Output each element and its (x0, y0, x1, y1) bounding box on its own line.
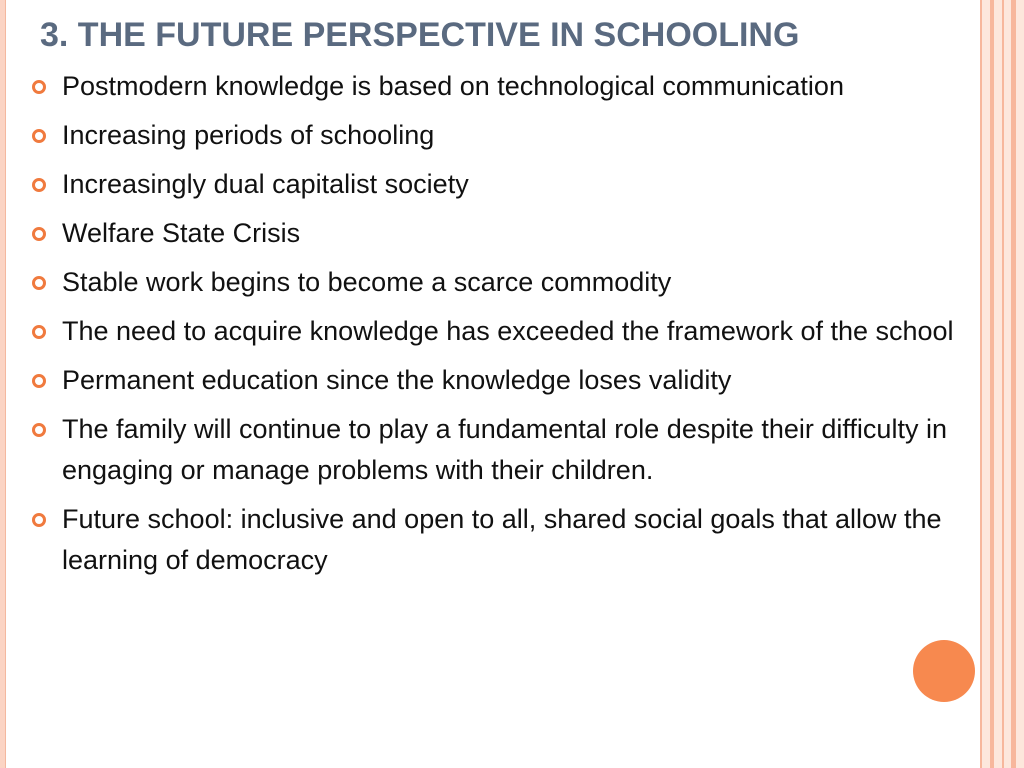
bullet-ring-icon (32, 423, 46, 437)
bullet-item (28, 115, 973, 156)
bullet-ring-icon (32, 374, 46, 388)
bullet-text: Welfare State Crisis (62, 218, 301, 248)
bullet-item (28, 213, 973, 254)
bullet-text: Stable work begins to become a scarce commodity (62, 267, 672, 297)
bullet-item (28, 409, 973, 491)
bullet-text: Future school: inclusive and open to all, shared social goals that allow the learning of democracy (62, 504, 942, 575)
bullet-text: Postmodern knowledge is based on technological communication (62, 71, 844, 101)
border-line (980, 0, 982, 768)
bullet-item (28, 311, 973, 352)
bullet-text: The need to acquire knowledge has exceeded the framework of the school (62, 316, 954, 346)
bullet-ring-icon (32, 325, 46, 339)
bullet-ring-icon (32, 227, 46, 241)
bullet-item (28, 360, 973, 401)
bullet-ring-icon (32, 513, 46, 527)
bullet-ring-icon (32, 129, 46, 143)
bullet-text: Increasingly dual capitalist society (62, 169, 469, 199)
slide-title: 3. THE FUTURE PERSPECTIVE IN SCHOOLING (40, 16, 800, 54)
bullet-text: Increasing periods of schooling (62, 120, 435, 150)
right-border-decoration (980, 0, 1024, 768)
border-line (1011, 0, 1016, 768)
bullet-ring-icon (32, 276, 46, 290)
border-line (1002, 0, 1004, 768)
bullet-item (28, 262, 973, 303)
bullet-list (28, 66, 973, 589)
bullet-item (28, 499, 973, 581)
border-line (990, 0, 994, 768)
bullet-text: The family will continue to play a fundamental role despite their difficulty in engaging or manage problems with their children. (62, 414, 947, 485)
bullet-text: Permanent education since the knowledge loses validity (62, 365, 732, 395)
bullet-item (28, 66, 973, 107)
bullet-item (28, 164, 973, 205)
left-border-stripe (0, 0, 6, 768)
decorative-orange-circle (913, 640, 975, 702)
bullet-ring-icon (32, 80, 46, 94)
bullet-ring-icon (32, 178, 46, 192)
